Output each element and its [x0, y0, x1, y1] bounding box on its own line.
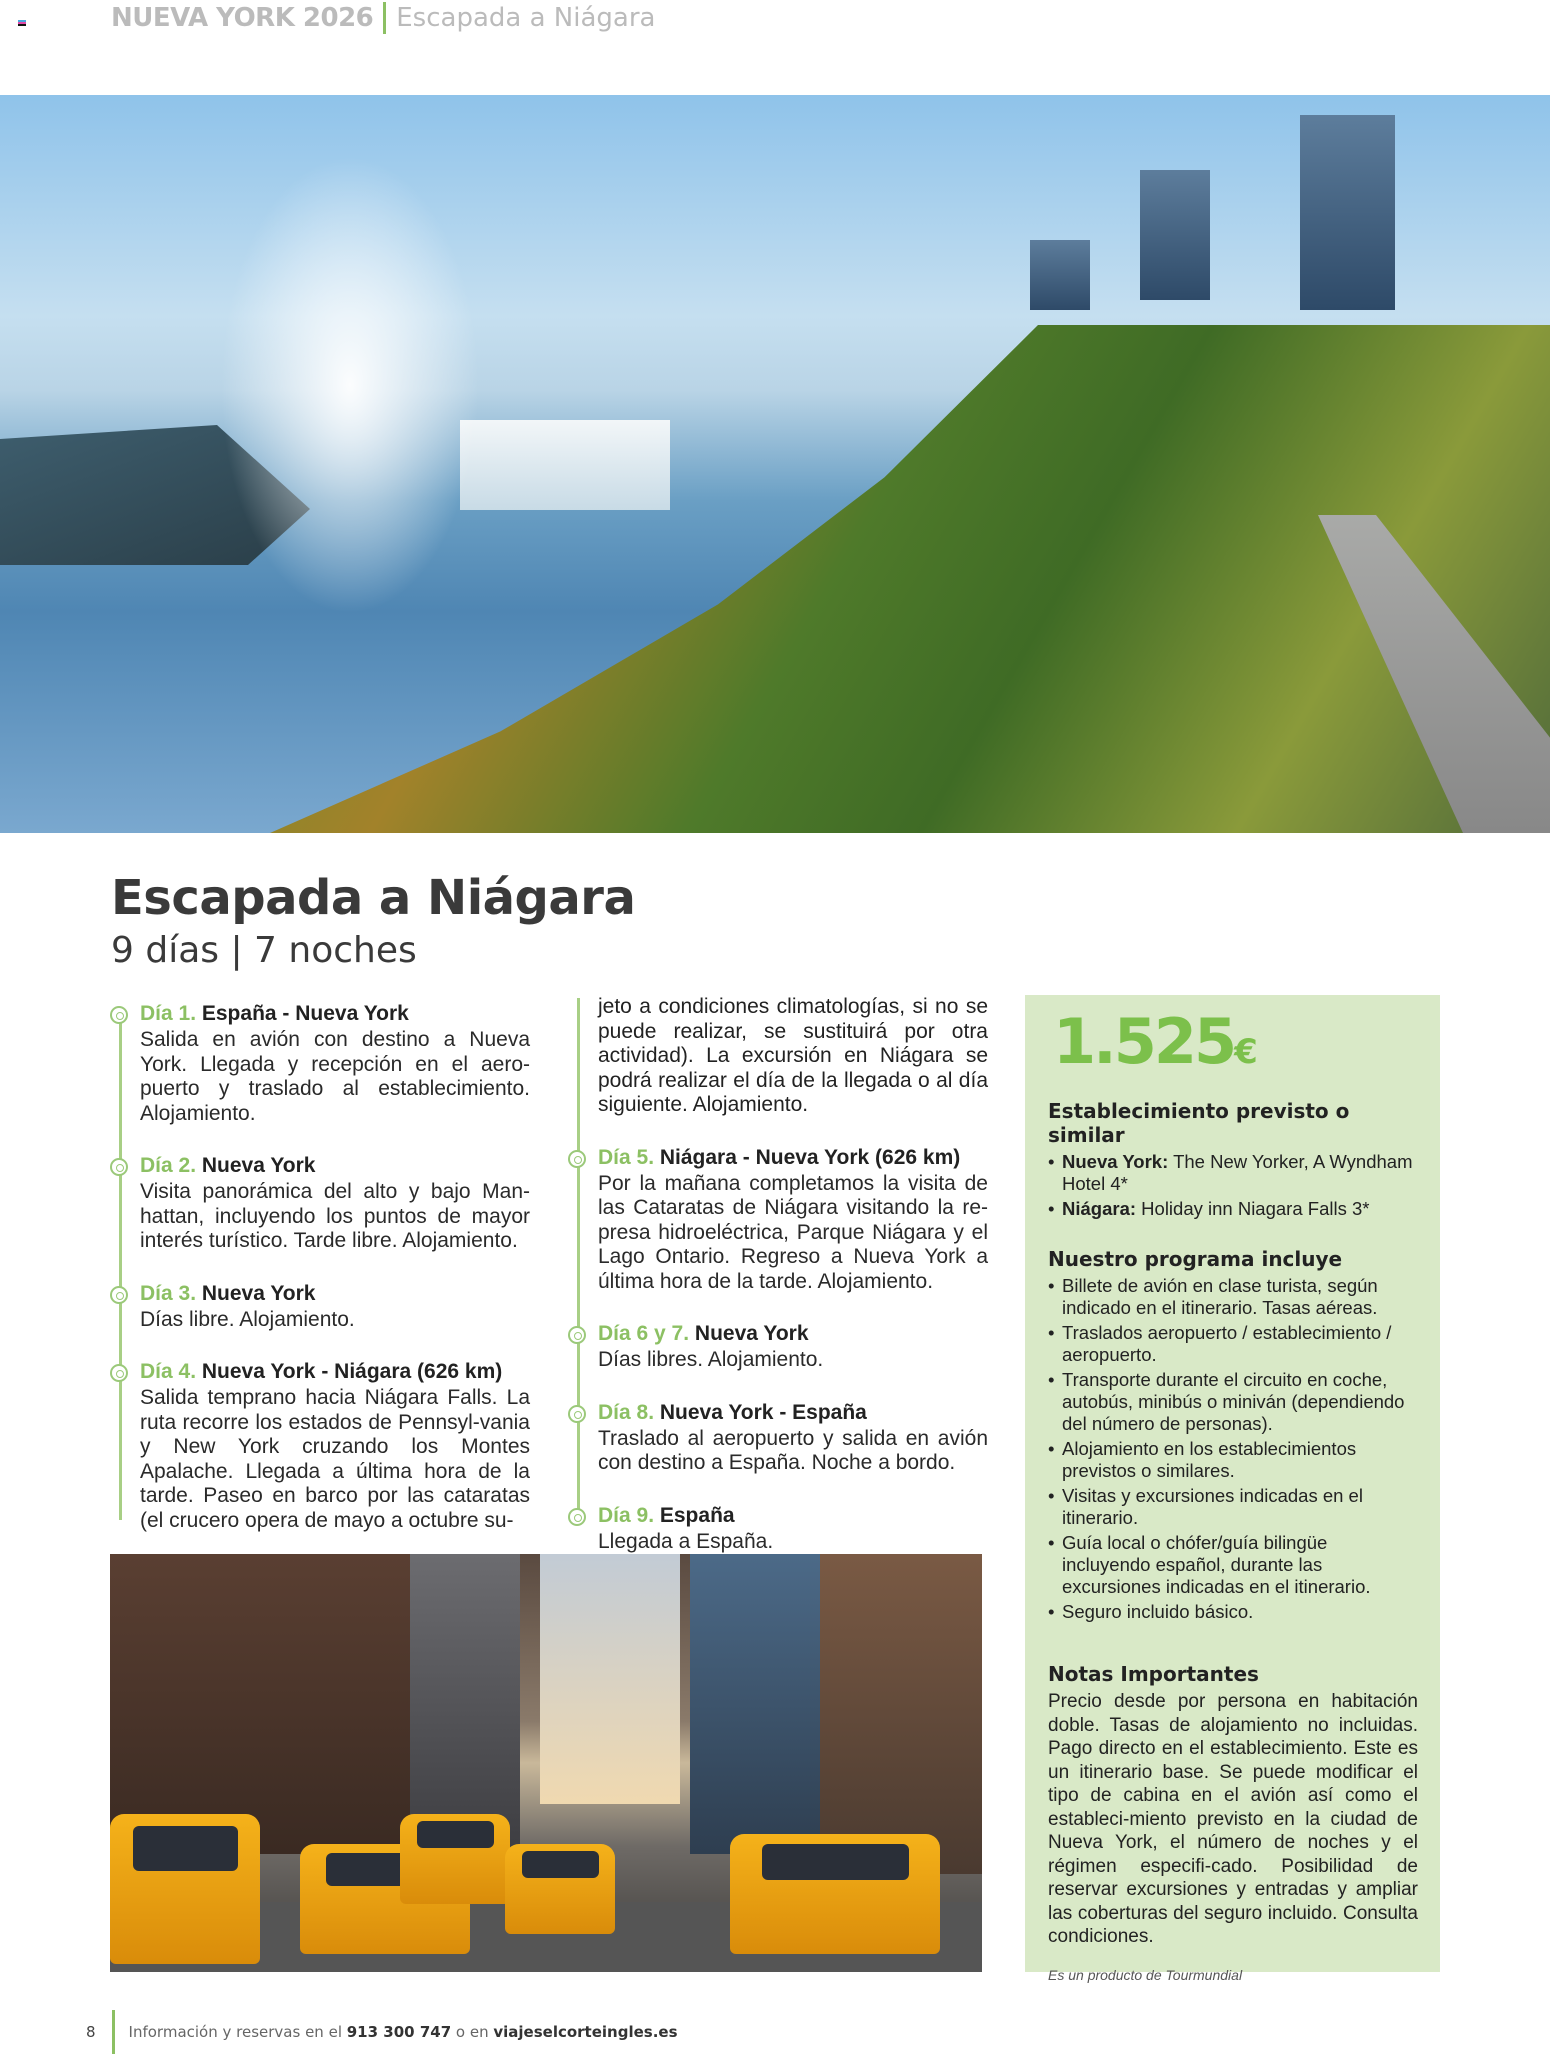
- phone-number[interactable]: 913 300 747: [346, 2023, 452, 2041]
- hotel-item: • Nueva York: The New Yorker, A Wyndham Hotel 4*: [1048, 1151, 1418, 1195]
- include-item: • Visitas y excursiones indicadas en el itinerario.: [1048, 1485, 1418, 1529]
- itinerary-day: Día 2. Nueva York Visita panorámica del alto y bajo Man-hattan, incluyendo los puntos de mayor interés turístico. Tarde libre. Alojamiento.: [110, 1152, 530, 1254]
- notes-heading: Notas Importantes: [1048, 1662, 1259, 1686]
- header-subsection: Escapada a Niágara: [396, 3, 656, 33]
- itinerary-day: Día 1. España - Nueva York Salida en avión con destino a Nueva York. Llegada y recepción en el aero-puerto y traslado al establecimiento. Alojamiento.: [110, 1000, 530, 1126]
- print-registration-mark: [18, 20, 26, 28]
- include-item: • Transporte durante el circuito en coche, autobús, minibús o miniván (dependiendo del número de personas).: [1048, 1369, 1418, 1435]
- running-header: [111, 2, 655, 34]
- itinerary-day: Día 8. Nueva York - España Traslado al aeropuerto y salida en avión con destino a España. Noche a bordo.: [568, 1399, 988, 1476]
- includes-list: [1048, 1275, 1418, 1623]
- new-york-taxis-photo: [110, 1554, 982, 1972]
- notes-text: Precio desde por persona en habitación doble. Tasas de alojamiento no incluidas. Pago directo en el establecimiento. Este es un itinerario base. Se puede modificar el tipo de cabina en el avión así como el estableci-miento previsto en la ciudad de Nueva York, el número de noches y el régimen especifi-cado. Posibilidad de reservar excursiones y entradas y ampliar las coberturas del seguro incluido. Consulta condiciones.: [1048, 1691, 1418, 1947]
- timeline-dot-icon: [568, 1150, 586, 1168]
- timeline-dot-icon: [110, 1286, 128, 1304]
- page-number: 8: [86, 2023, 96, 2041]
- itinerary-day: Día 6 y 7. Nueva York Días libres. Alojamiento.: [568, 1320, 988, 1373]
- trip-duration: 9 días | 7 noches: [111, 930, 417, 971]
- timeline-dot-icon: [110, 1006, 128, 1024]
- includes-heading: Nuestro programa incluye: [1048, 1247, 1343, 1271]
- page-footer: 8 Información y reservas en el 913 300 747 o en viajeselcorteingles.es: [86, 2010, 678, 2054]
- itinerary-column-1: [110, 1000, 530, 1559]
- itinerary-day: Día 5. Niágara - Nueva York (626 km) Por la mañana completamos la visita de las Cataratas de Niágara visitando la re-presa hidroeléctrica, Parque Niágara y el Lago Ontario. Regreso a Nueva York a última hora de la tarde. Alojamiento.: [568, 1144, 988, 1295]
- itinerary-day: Día 4. Nueva York - Niágara (626 km) Salida temprano hacia Niágara Falls. La ruta recorre los estados de Pennsyl-vania y New York cruzando los Montes Apalache. Llegada a última hora de la tarde. Paseo en barco por las cataratas (el crucero opera de mayo a octubre su-: [110, 1358, 530, 1533]
- header-divider: [383, 2, 386, 34]
- timeline-dot-icon: [110, 1364, 128, 1382]
- include-item: • Traslados aeropuerto / establecimiento / aeropuerto.: [1048, 1322, 1418, 1366]
- page-title: Escapada a Niágara: [111, 870, 636, 926]
- website-link[interactable]: viajeselcorteingles.es: [493, 2023, 678, 2041]
- timeline-dot-icon: [568, 1326, 586, 1344]
- timeline-dot-icon: [568, 1405, 586, 1423]
- include-item: • Seguro incluido básico.: [1048, 1601, 1418, 1623]
- itinerary-column-2: [568, 995, 988, 1580]
- include-item: • Guía local o chófer/guía bilingüe incluyendo español, durante las excursiones indicadas en el itinerario.: [1048, 1532, 1418, 1598]
- day-4-continued: jeto a condiciones climatologías, si no se puede realizar, se sustituirá por otra actividad). La excursión en Niágara se podrá realizar el día de la llegada o al día siguiente. Alojamiento.: [598, 995, 988, 1116]
- price: 1.525€: [1053, 1005, 1258, 1078]
- timeline-dot-icon: [568, 1508, 586, 1526]
- timeline-dot-icon: [110, 1158, 128, 1176]
- header-section: NUEVA YORK 2026: [111, 3, 374, 33]
- footer-divider: [112, 2010, 115, 2054]
- producer-credit: Es un producto de Tourmundial: [1048, 1966, 1243, 1983]
- include-item: • Alojamiento en los establecimientos previstos o similares.: [1048, 1438, 1418, 1482]
- hotels-heading: Establecimiento previsto o similar: [1048, 1099, 1350, 1147]
- hotel-item: • Niágara: Holiday inn Niagara Falls 3*: [1048, 1198, 1418, 1220]
- itinerary-day: Día 3. Nueva York Días libre. Alojamiento.: [110, 1280, 530, 1333]
- include-item: • Billete de avión en clase turista, según indicado en el itinerario. Tasas aéreas.: [1048, 1275, 1418, 1319]
- hotels-list: [1048, 1151, 1418, 1220]
- itinerary-day: Día 9. España Llegada a España.: [568, 1502, 988, 1555]
- price-info-box: [1025, 995, 1440, 1983]
- niagara-falls-photo: [0, 95, 1550, 833]
